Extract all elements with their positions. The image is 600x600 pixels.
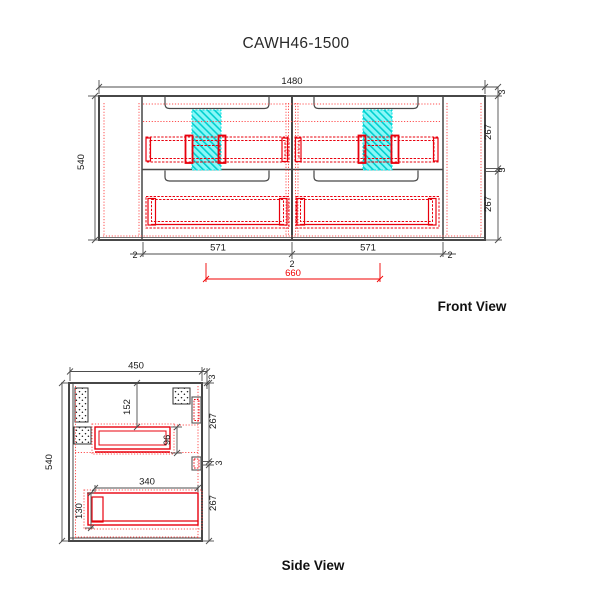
dim-side-depth: 450 [128,360,144,372]
dim-side-gap-mid: 3 [214,460,224,466]
dim-front-gap-center: 2 [289,259,295,269]
side-view-label: Side View [281,558,345,573]
dim-front-drawer-right: 571 [360,242,376,254]
dim-front-height: 540 [76,154,87,170]
dim-front-gap-mid: 3 [497,167,507,173]
dim-side-sec-bottom: 267 [208,495,219,511]
plate-top-left [75,388,88,422]
dim-front-width: 1480 [281,76,303,87]
dim-front-gap-right: 2 [447,250,453,260]
dim-front-drawer-left: 571 [210,242,226,254]
dim-side-gap-top: 3 [207,374,217,380]
dim-front-gap-left: 2 [132,250,138,260]
front-carcass [99,96,485,240]
dim-side-drawer-depth: 340 [139,476,155,488]
drawing-title: CAWH46-1500 [242,35,350,52]
dim-side-height: 540 [44,454,55,470]
front-view-label: Front View [437,299,507,314]
plate-mid-left [74,427,91,444]
dim-side-top-to-drawer: 152 [122,399,133,415]
side-mounting-rails [192,397,201,470]
front-view [76,76,507,314]
plate-top-right [173,388,190,404]
dim-side-lower-drawer-height: 130 [74,503,85,519]
dim-front-gap-top: 3 [497,89,507,95]
dim-front-basin-spacing: 660 [285,268,301,279]
dim-side-sec-top: 267 [208,413,219,429]
dim-front-sec-bottom: 267 [483,196,494,212]
side-view [44,361,345,574]
side-carcass [69,383,202,541]
dim-side-drawer-inner-height: 96 [162,434,173,446]
dim-front-sec-top: 267 [483,124,494,140]
side-hidden-structure [75,386,202,538]
